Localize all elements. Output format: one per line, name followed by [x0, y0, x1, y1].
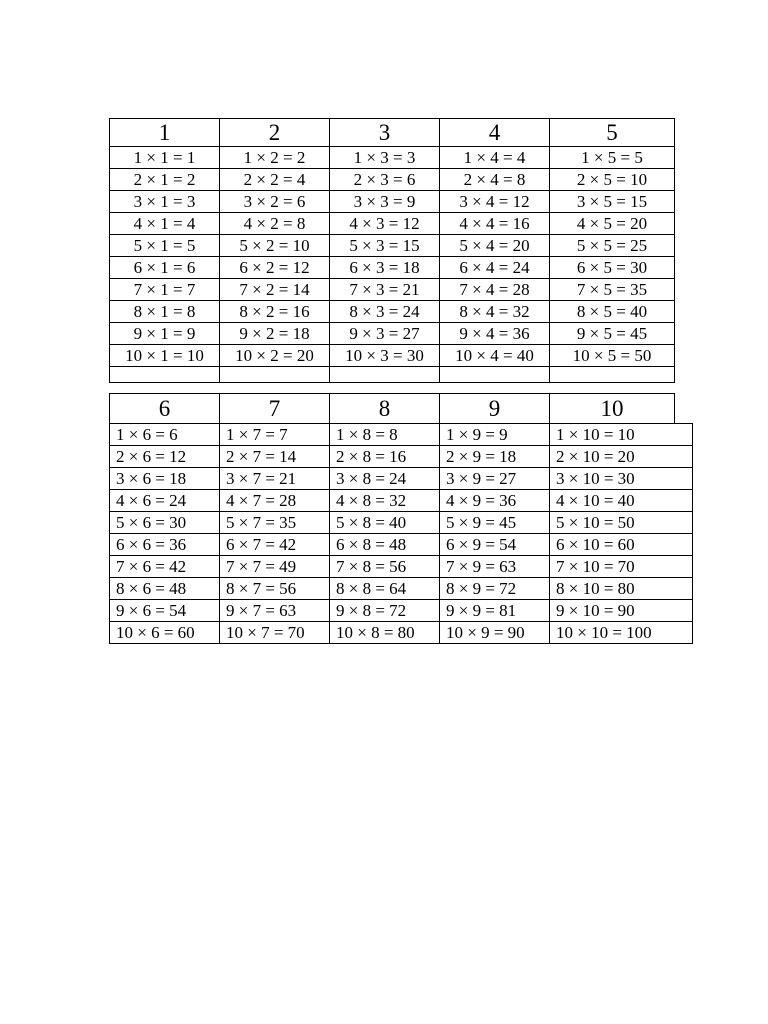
table-cell: 10 × 5 = 50 [550, 345, 675, 367]
times-table-6-to-10-body [110, 424, 693, 644]
table-cell: 5 × 7 = 35 [220, 512, 330, 534]
column-header: 5 [550, 119, 675, 147]
column-header: 8 [330, 394, 440, 425]
table-cell: 1 × 1 = 1 [110, 147, 220, 169]
table-cell: 1 × 6 = 6 [110, 424, 220, 446]
table-row [110, 512, 693, 534]
table-cell: 1 × 2 = 2 [220, 147, 330, 169]
table-cell: 8 × 5 = 40 [550, 301, 675, 323]
table-cell: 4 × 7 = 28 [220, 490, 330, 512]
table-row [110, 446, 693, 468]
table-cell: 4 × 8 = 32 [330, 490, 440, 512]
table-row [110, 257, 675, 279]
table-cell: 1 × 5 = 5 [550, 147, 675, 169]
spacer-row [110, 367, 675, 383]
table-cell: 7 × 3 = 21 [330, 279, 440, 301]
table-row [110, 622, 693, 644]
table-cell: 9 × 6 = 54 [110, 600, 220, 622]
table-row [110, 345, 675, 367]
table-cell: 3 × 5 = 15 [550, 191, 675, 213]
column-header: 6 [110, 394, 220, 425]
table-cell: 2 × 2 = 4 [220, 169, 330, 191]
table-cell: 7 × 9 = 63 [440, 556, 550, 578]
table-cell: 10 × 1 = 10 [110, 345, 220, 367]
table-row [110, 279, 675, 301]
table-cell: 5 × 5 = 25 [550, 235, 675, 257]
table-cell: 2 × 8 = 16 [330, 446, 440, 468]
table-cell: 7 × 1 = 7 [110, 279, 220, 301]
table-cell: 4 × 4 = 16 [440, 213, 550, 235]
table-cell: 2 × 4 = 8 [440, 169, 550, 191]
table-cell: 10 × 4 = 40 [440, 345, 550, 367]
table-cell: 4 × 2 = 8 [220, 213, 330, 235]
table-row [110, 235, 675, 257]
header-row [110, 119, 675, 147]
table-row [110, 468, 693, 490]
table-cell: 2 × 7 = 14 [220, 446, 330, 468]
column-header: 10 [550, 394, 675, 425]
table-cell: 4 × 10 = 40 [550, 490, 693, 512]
table-cell: 5 × 10 = 50 [550, 512, 693, 534]
table-cell: 10 × 8 = 80 [330, 622, 440, 644]
table-cell: 4 × 6 = 24 [110, 490, 220, 512]
table-cell: 1 × 8 = 8 [330, 424, 440, 446]
table-cell: 8 × 8 = 64 [330, 578, 440, 600]
table-cell: 9 × 4 = 36 [440, 323, 550, 345]
table-cell: 1 × 4 = 4 [440, 147, 550, 169]
table-cell: 3 × 6 = 18 [110, 468, 220, 490]
empty-cell [440, 367, 550, 383]
table-cell: 10 × 6 = 60 [110, 622, 220, 644]
table-cell: 3 × 8 = 24 [330, 468, 440, 490]
table-row [110, 534, 693, 556]
header-row [110, 394, 675, 425]
table-cell: 3 × 2 = 6 [220, 191, 330, 213]
table-cell: 7 × 7 = 49 [220, 556, 330, 578]
table-cell: 6 × 2 = 12 [220, 257, 330, 279]
table-cell: 6 × 5 = 30 [550, 257, 675, 279]
table-cell: 9 × 8 = 72 [330, 600, 440, 622]
table-cell: 10 × 7 = 70 [220, 622, 330, 644]
table-cell: 8 × 6 = 48 [110, 578, 220, 600]
table-row [110, 301, 675, 323]
table-cell: 3 × 9 = 27 [440, 468, 550, 490]
table-cell: 1 × 3 = 3 [330, 147, 440, 169]
table-cell: 7 × 8 = 56 [330, 556, 440, 578]
table-cell: 9 × 9 = 81 [440, 600, 550, 622]
table-cell: 9 × 7 = 63 [220, 600, 330, 622]
table-cell: 10 × 9 = 90 [440, 622, 550, 644]
table-cell: 2 × 1 = 2 [110, 169, 220, 191]
column-header: 3 [330, 119, 440, 147]
table-cell: 2 × 3 = 6 [330, 169, 440, 191]
column-header: 9 [440, 394, 550, 425]
table-cell: 4 × 3 = 12 [330, 213, 440, 235]
table-cell: 3 × 4 = 12 [440, 191, 550, 213]
table-row [110, 490, 693, 512]
table-cell: 6 × 8 = 48 [330, 534, 440, 556]
table-cell: 8 × 1 = 8 [110, 301, 220, 323]
table-row [110, 424, 693, 446]
table-cell: 1 × 7 = 7 [220, 424, 330, 446]
column-header: 1 [110, 119, 220, 147]
table-cell: 2 × 5 = 10 [550, 169, 675, 191]
table-row [110, 147, 675, 169]
table-cell: 7 × 4 = 28 [440, 279, 550, 301]
times-table-6-to-10 [109, 423, 693, 644]
table-cell: 7 × 6 = 42 [110, 556, 220, 578]
table-cell: 5 × 9 = 45 [440, 512, 550, 534]
table-cell: 9 × 3 = 27 [330, 323, 440, 345]
times-table-1-to-5-body [110, 119, 675, 383]
table-cell: 7 × 2 = 14 [220, 279, 330, 301]
table-cell: 5 × 8 = 40 [330, 512, 440, 534]
table-cell: 5 × 3 = 15 [330, 235, 440, 257]
table-cell: 8 × 3 = 24 [330, 301, 440, 323]
empty-cell [220, 367, 330, 383]
table-cell: 5 × 4 = 20 [440, 235, 550, 257]
table-cell: 5 × 6 = 30 [110, 512, 220, 534]
table-cell: 10 × 10 = 100 [550, 622, 693, 644]
table-cell: 4 × 9 = 36 [440, 490, 550, 512]
table-row [110, 169, 675, 191]
table-cell: 6 × 10 = 60 [550, 534, 693, 556]
table-cell: 5 × 1 = 5 [110, 235, 220, 257]
table-cell: 9 × 5 = 45 [550, 323, 675, 345]
table-cell: 3 × 3 = 9 [330, 191, 440, 213]
table-cell: 3 × 7 = 21 [220, 468, 330, 490]
table-cell: 6 × 6 = 36 [110, 534, 220, 556]
table-cell: 9 × 1 = 9 [110, 323, 220, 345]
table-cell: 6 × 1 = 6 [110, 257, 220, 279]
table-cell: 1 × 10 = 10 [550, 424, 693, 446]
table-cell: 2 × 9 = 18 [440, 446, 550, 468]
empty-cell [110, 367, 220, 383]
empty-cell [550, 367, 675, 383]
table-row [110, 600, 693, 622]
empty-cell [330, 367, 440, 383]
table-cell: 4 × 5 = 20 [550, 213, 675, 235]
table-cell: 6 × 7 = 42 [220, 534, 330, 556]
table-cell: 3 × 1 = 3 [110, 191, 220, 213]
table-cell: 6 × 4 = 24 [440, 257, 550, 279]
table-cell: 8 × 10 = 80 [550, 578, 693, 600]
table-cell: 3 × 10 = 30 [550, 468, 693, 490]
table-cell: 7 × 10 = 70 [550, 556, 693, 578]
table-row [110, 556, 693, 578]
table-row [110, 323, 675, 345]
table-cell: 8 × 9 = 72 [440, 578, 550, 600]
table-cell: 4 × 1 = 4 [110, 213, 220, 235]
column-header: 4 [440, 119, 550, 147]
table-cell: 10 × 2 = 20 [220, 345, 330, 367]
table-cell: 10 × 3 = 30 [330, 345, 440, 367]
times-table-6-to-10-header [109, 393, 675, 424]
table-row [110, 191, 675, 213]
table-cell: 2 × 10 = 20 [550, 446, 693, 468]
table-row [110, 578, 693, 600]
times-table-1-to-5 [109, 118, 675, 383]
table-cell: 8 × 2 = 16 [220, 301, 330, 323]
table-cell: 6 × 3 = 18 [330, 257, 440, 279]
table-row [110, 213, 675, 235]
table-cell: 9 × 2 = 18 [220, 323, 330, 345]
table-cell: 5 × 2 = 10 [220, 235, 330, 257]
table-cell: 2 × 6 = 12 [110, 446, 220, 468]
table-cell: 8 × 4 = 32 [440, 301, 550, 323]
table-cell: 7 × 5 = 35 [550, 279, 675, 301]
table-cell: 8 × 7 = 56 [220, 578, 330, 600]
column-header: 2 [220, 119, 330, 147]
table-cell: 1 × 9 = 9 [440, 424, 550, 446]
column-header: 7 [220, 394, 330, 425]
table-cell: 6 × 9 = 54 [440, 534, 550, 556]
table-cell: 9 × 10 = 90 [550, 600, 693, 622]
